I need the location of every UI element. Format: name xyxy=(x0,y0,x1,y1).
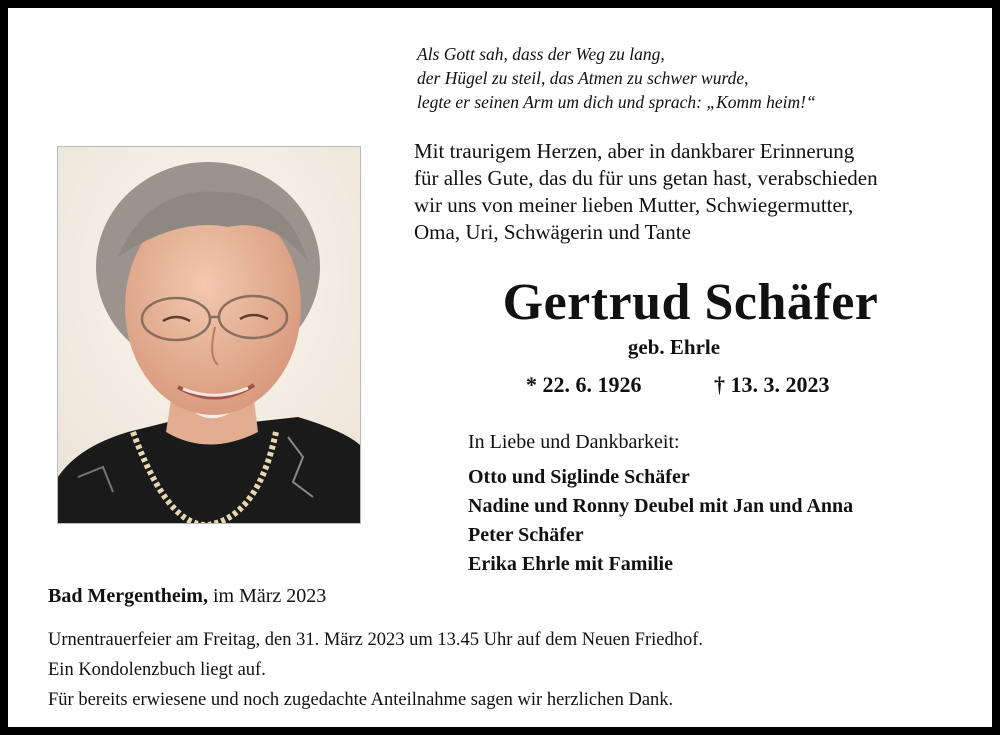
place-date: im März 2023 xyxy=(207,585,327,607)
intro-text xyxy=(414,138,979,246)
thanks-note: Für bereits erwiesene und noch zugedachte Anteilnahme sagen wir herzlichen Dank. xyxy=(48,690,674,710)
birth-date: * 22. 6. 1926 xyxy=(526,372,642,397)
mourners-list xyxy=(468,463,853,579)
place-city: Bad Mergentheim, xyxy=(48,585,208,607)
deceased-name: Gertrud Schäfer xyxy=(502,274,879,331)
mourner: Erika Ehrle mit Familie xyxy=(468,553,673,575)
portrait-photo xyxy=(57,146,361,524)
maiden-name: geb. Ehrle xyxy=(627,335,721,359)
portrait-illustration xyxy=(58,147,361,524)
place-and-date xyxy=(48,585,326,608)
mourner: Otto und Siglinde Schäfer xyxy=(468,466,690,488)
poem-line: legte er seinen Arm um dich und sprach: „Komm heim!“ xyxy=(417,92,816,112)
ceremony-note: Urnentrauerfeier am Freitag, den 31. März 2023 um 13.45 Uhr auf dem Neuen Friedhof. xyxy=(48,630,703,650)
death-date: † 13. 3. 2023 xyxy=(714,372,830,397)
mourner: Peter Schäfer xyxy=(468,524,584,546)
intro-line: Mit traurigem Herzen, aber in dankbarer Erinnerung xyxy=(414,139,855,163)
intro-line: für alles Gute, das du für uns getan hast, verabschieden xyxy=(414,166,878,190)
thanks-label: In Liebe und Dankbarkeit: xyxy=(468,431,680,453)
poem-line: Als Gott sah, dass der Weg zu lang, xyxy=(417,44,665,64)
intro-line: wir uns von meiner lieben Mutter, Schwiegermutter, xyxy=(414,193,854,217)
intro-line: Oma, Uri, Schwägerin und Tante xyxy=(414,220,691,244)
mourner: Nadine und Ronny Deubel mit Jan und Anna xyxy=(468,495,854,517)
notes xyxy=(48,625,703,715)
poem xyxy=(417,42,816,114)
poem-line: der Hügel zu steil, das Atmen zu schwer wurde, xyxy=(417,68,749,88)
condolence-book-note: Ein Kondolenzbuch liegt auf. xyxy=(48,660,266,680)
